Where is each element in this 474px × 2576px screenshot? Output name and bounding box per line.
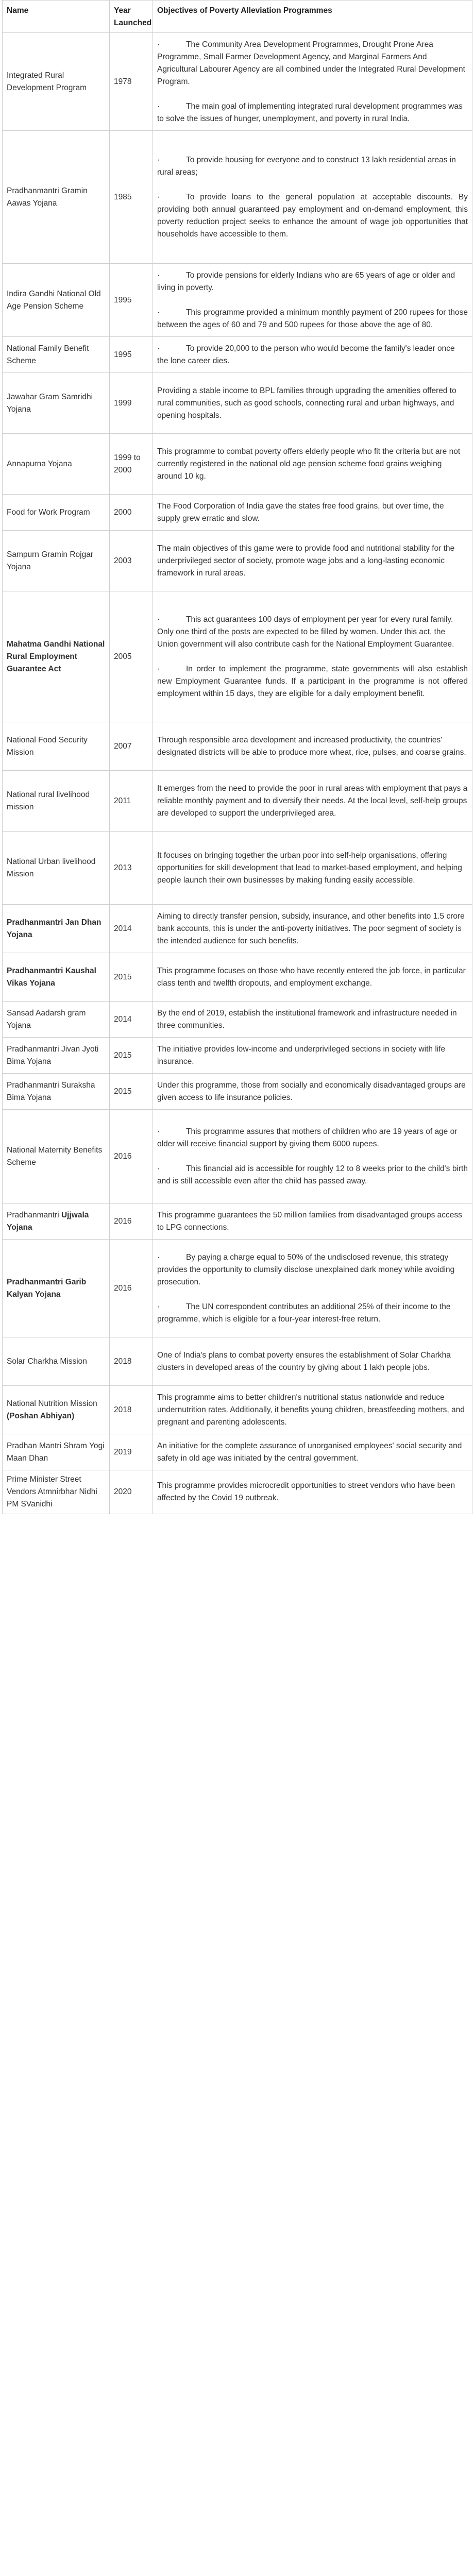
bullet-icon: ·: [157, 1302, 160, 1311]
year-launched-cell: [110, 1470, 153, 1514]
programme-name-cell: [3, 434, 110, 495]
objectives-cell: [153, 953, 472, 1002]
objective-text: An initiative for the complete assurance of unorganised employees' social security and safety in old age was initiated by the central government.: [157, 1441, 462, 1463]
objectives-cell: [153, 905, 472, 953]
programme-name-cell: [3, 1240, 110, 1337]
year-launched-cell: [110, 832, 153, 905]
objective-text: This programme aims to better children's nutritional status nationwide and reduce undernutrition rates. Additionally, it benefits young children, breastfeeding mothers, and pregnant and parenting adolescents.: [157, 1393, 465, 1427]
year-launched-cell: [110, 264, 153, 337]
bullet-icon: ·: [157, 270, 160, 280]
table-row: [3, 373, 472, 434]
year-launched-cell: [110, 1110, 153, 1204]
bullet-icon: ·: [157, 664, 160, 673]
objective-paragraph: [157, 1079, 468, 1104]
header-name: [3, 1, 110, 33]
objective-paragraph: [157, 1209, 468, 1234]
table-row: [3, 33, 472, 131]
year-launched-text: 2011: [114, 796, 131, 805]
programme-name-cell: [3, 1074, 110, 1110]
objective-paragraph: [157, 1163, 468, 1188]
objective-paragraph: [157, 543, 468, 580]
objective-paragraph: [157, 1392, 468, 1429]
year-launched-cell: [110, 1074, 153, 1110]
objective-text: The initiative provides low-income and underprivileged sections in society with life insurance.: [157, 1044, 446, 1066]
programme-name-cell: [3, 1038, 110, 1074]
table-row: [3, 1337, 472, 1386]
year-launched-text: 2016: [114, 1151, 132, 1161]
programme-name-text: National Food Security Mission: [7, 735, 88, 757]
year-launched-text: 2000: [114, 465, 132, 474]
objective-paragraph: [157, 663, 468, 700]
objective-paragraph: [157, 307, 468, 331]
year-launched-text: 1995: [114, 350, 132, 359]
table-row: [3, 591, 472, 722]
bullet-icon: ·: [157, 615, 160, 624]
bullet-icon: ·: [157, 40, 160, 49]
objective-text: This programme provides microcredit opportunities to street vendors who have been affected by the Covid 19 outbreak.: [157, 1481, 455, 1502]
programme-name-cell: [3, 905, 110, 953]
objective-paragraph: [157, 446, 468, 483]
year-launched-cell: [110, 591, 153, 722]
bullet-icon: ·: [157, 344, 160, 353]
objectives-cell: [153, 771, 472, 832]
objective-paragraph: [157, 1007, 468, 1032]
programme-name-cell: [3, 264, 110, 337]
header-year: [110, 1, 153, 33]
year-launched-text: 2018: [114, 1405, 132, 1414]
programme-name-text: Mahatma Gandhi National Rural Employment Guarantee Act: [7, 639, 105, 673]
objective-text: In order to implement the programme, state governments will also establish new Employment Guarantee funds. If a participant in the programme is not offered employment within 15 days, they are eligible for a daily employment benefit.: [157, 664, 468, 698]
programme-name-text: Pradhanmantri Garib Kalyan Yojana: [7, 1277, 87, 1299]
objective-text: Aiming to directly transfer pension, subsidy, insurance, and other benefits into 1.5 crore bank accounts, this is under the anti-poverty initiatives. The poor segment of society is the intended audience for such benefits.: [157, 911, 465, 945]
objectives-cell: [153, 1434, 472, 1470]
objectives-cell: [153, 337, 472, 373]
header-year-text: Year Launched: [114, 6, 152, 27]
objective-text: This programme guarantees the 50 million families from disadvantaged groups access to LPG connections.: [157, 1210, 462, 1232]
programme-name-cell: [3, 33, 110, 131]
table-row: [3, 1470, 472, 1514]
objective-paragraph: [157, 385, 468, 422]
objectives-cell: [153, 832, 472, 905]
objectives-cell: [153, 1386, 472, 1434]
programme-name-cell: [3, 1434, 110, 1470]
programme-name-text: Pradhanmantri Kaushal Vikas Yojana: [7, 966, 96, 988]
table-row: [3, 771, 472, 832]
year-launched-text: 2020: [114, 1487, 132, 1496]
year-launched-text: 2015: [114, 972, 132, 981]
programme-name-cell: [3, 131, 110, 264]
objective-text: The main objectives of this game were to provide food and nutritional stability for the underprivileged sector of society, promote wage jobs and a long-lasting economic framework in rural areas.: [157, 544, 455, 578]
objective-paragraph: [157, 1480, 468, 1504]
programme-name-text: Food for Work Program: [7, 507, 90, 517]
bullet-icon: ·: [157, 1252, 160, 1262]
objectives-cell: [153, 264, 472, 337]
programme-name-text: National Urban livelihood Mission: [7, 857, 96, 878]
objective-text: By paying a charge equal to 50% of the undisclosed revenue, this strategy provides the opportunity to clumsily disclose unexplained dark money while avoiding prosecution.: [157, 1252, 455, 1286]
objectives-cell: [153, 591, 472, 722]
objective-text: This programme assures that mothers of children who are 19 years of age or older will receive financial support by giving them 6000 rupees.: [157, 1127, 458, 1148]
table-row: [3, 131, 472, 264]
programme-name-text: National Nutrition Mission: [7, 1399, 97, 1408]
objective-text: This programme to combat poverty offers elderly people who fit the criteria but are not currently registered in the national old age pension scheme food grains weighing around 10 kg.: [157, 447, 461, 481]
objectives-cell: [153, 1470, 472, 1514]
objective-text: The Food Corporation of India gave the states free food grains, but over time, the supply grew erratic and slow.: [157, 501, 444, 523]
programme-name-text: Pradhanmantri: [7, 1210, 61, 1219]
objectives-cell: [153, 131, 472, 264]
year-launched-text: 1999: [114, 398, 132, 408]
programme-name-cell: [3, 495, 110, 531]
year-launched-cell: [110, 33, 153, 131]
year-launched-cell: [110, 131, 153, 264]
objectives-cell: [153, 1002, 472, 1038]
year-launched-text: 2015: [114, 1050, 132, 1060]
header-name-text: Name: [7, 6, 29, 15]
objective-paragraph: [157, 614, 468, 651]
programme-name-text: (Poshan Abhiyan): [7, 1411, 75, 1420]
objective-paragraph: [157, 100, 468, 125]
programme-name-text: Solar Charkha Mission: [7, 1357, 87, 1366]
programme-name-text: Integrated Rural Development Program: [7, 71, 87, 92]
table-row: [3, 905, 472, 953]
programme-name-cell: [3, 832, 110, 905]
table-row: [3, 1240, 472, 1337]
year-launched-text: 2019: [114, 1447, 132, 1456]
year-launched-cell: [110, 373, 153, 434]
objective-text: It emerges from the need to provide the poor in rural areas with employment that pays a reliable monthly payment and to diversify their needs. At the local level, self-help groups are developed to support the underprivileged area.: [157, 784, 468, 818]
objective-text: The Community Area Development Programmes, Drought Prone Area Programme, Small Farmer Development Agency, and Marginal Farmers And Agricultural Labourer Agency are all combined under the Integrated Rural Development Program.: [157, 40, 465, 86]
table-row: [3, 1386, 472, 1434]
year-launched-cell: [110, 953, 153, 1002]
year-launched-cell: [110, 434, 153, 495]
programme-name-text: Pradhanmantri Gramin Aawas Yojana: [7, 186, 88, 208]
objective-text: The main goal of implementing integrated rural development programmes was to solve the issues of hunger, unemployment, and poverty in rural India.: [157, 101, 463, 123]
objectives-cell: [153, 1240, 472, 1337]
programme-name-text: Sampurn Gramin Rojgar Yojana: [7, 550, 93, 571]
objective-text: This act guarantees 100 days of employment per year for every rural family. Only one third of the posts are expected to be filled by women. Under this act, the Union government will also contribute cash for the National Employment Guarantee.: [157, 615, 454, 649]
programme-name-cell: [3, 771, 110, 832]
programme-name-text: Pradhanmantri Jan Dhan Yojana: [7, 918, 101, 939]
year-launched-text: 2000: [114, 507, 132, 517]
objective-paragraph: [157, 191, 468, 241]
objective-text: One of India's plans to combat poverty ensures the establishment of Solar Charkha clusters in developed areas of the country by giving about 1 lakh people jobs.: [157, 1350, 451, 1372]
objective-text: Under this programme, those from socially and economically disadvantaged groups are given access to life insurance policies.: [157, 1080, 466, 1102]
objective-text: Through responsible area development and increased productivity, the countries' designated districts will be able to produce more wheat, rice, pulses, and coarse grains.: [157, 735, 466, 757]
objective-paragraph: [157, 1043, 468, 1068]
year-launched-cell: [110, 531, 153, 591]
programme-name-text: Pradhanmantri Jivan Jyoti Bima Yojana: [7, 1044, 99, 1066]
objectives-cell: [153, 1204, 472, 1240]
year-launched-cell: [110, 337, 153, 373]
programme-name-text: National rural livelihood mission: [7, 790, 90, 811]
objective-paragraph: [157, 1440, 468, 1465]
year-launched-cell: [110, 905, 153, 953]
programme-name-cell: [3, 531, 110, 591]
year-launched-cell: [110, 1002, 153, 1038]
table-body: [3, 33, 472, 1514]
programme-name-cell: [3, 373, 110, 434]
year-launched-text: 2013: [114, 863, 132, 872]
year-launched-cell: [110, 722, 153, 771]
header-objectives-text: Objectives of Poverty Alleviation Programmes: [157, 6, 332, 15]
year-launched-cell: [110, 771, 153, 832]
programme-name-cell: [3, 337, 110, 373]
table-row: [3, 531, 472, 591]
objectives-cell: [153, 1074, 472, 1110]
programme-name-text: Ujjwala Yojana: [7, 1210, 89, 1232]
bullet-icon: ·: [157, 1164, 160, 1173]
objective-paragraph: [157, 910, 468, 947]
objectives-cell: [153, 33, 472, 131]
year-launched-text: 2014: [114, 924, 132, 933]
table-row: [3, 264, 472, 337]
year-launched-text: 1995: [114, 295, 132, 304]
programme-name-cell: [3, 1110, 110, 1204]
year-launched-text: 2007: [114, 741, 132, 751]
year-launched-cell: [110, 1386, 153, 1434]
year-launched-text: 1985: [114, 192, 132, 201]
objective-paragraph: [157, 734, 468, 759]
objective-paragraph: [157, 1301, 468, 1326]
table-row: [3, 1110, 472, 1204]
objective-paragraph: [157, 500, 468, 525]
year-launched-cell: [110, 1240, 153, 1337]
objectives-cell: [153, 1038, 472, 1074]
programme-name-text: Prime Minister Street Vendors Atmnirbhar Nidhi PM SVanidhi: [7, 1475, 97, 1509]
programme-name-cell: [3, 953, 110, 1002]
objective-paragraph: [157, 269, 468, 294]
objective-text: To provide loans to the general population at acceptable discounts. By providing both annual guaranteed pay employment and on-demand employment, this poverty reduction project seeks to enhance the amount of wage job opportunities that households have accessible to them.: [157, 192, 468, 239]
table-row: [3, 434, 472, 495]
objectives-cell: [153, 1337, 472, 1386]
programme-name-text: Annapurna Yojana: [7, 459, 72, 468]
year-launched-cell: [110, 1337, 153, 1386]
table-row: [3, 1038, 472, 1074]
bullet-icon: ·: [157, 1127, 160, 1136]
objectives-cell: [153, 495, 472, 531]
programme-name-text: National Maternity Benefits Scheme: [7, 1145, 103, 1167]
programme-name-cell: [3, 1470, 110, 1514]
programme-name-text: Pradhan Mantri Shram Yogi Maan Dhan: [7, 1441, 105, 1463]
header-objectives: [153, 1, 472, 33]
year-launched-text: 1999 to: [114, 453, 141, 462]
objective-text: It focuses on bringing together the urban poor into self-help organisations, offering opportunities for skill development that lead to market-based employment, and helping people launch their own businesses by making funding easily accessible.: [157, 851, 462, 885]
year-launched-text: 2015: [114, 1087, 132, 1096]
year-launched-text: 2016: [114, 1283, 132, 1293]
objective-text: To provide 20,000 to the person who would become the family's leader once the lone career dies.: [157, 344, 455, 365]
poverty-programmes-table: [2, 0, 472, 1514]
objective-text: By the end of 2019, establish the institutional framework and infrastructure needed in three communities.: [157, 1008, 457, 1030]
table-row: [3, 1074, 472, 1110]
objective-paragraph: [157, 783, 468, 820]
objective-paragraph: [157, 154, 468, 179]
table-row: [3, 722, 472, 771]
objective-text: The UN correspondent contributes an additional 25% of their income to the programme, which is eligible for a four-year interest-free return.: [157, 1302, 451, 1324]
year-launched-text: 2014: [114, 1014, 132, 1024]
year-launched-cell: [110, 495, 153, 531]
bullet-icon: ·: [157, 101, 160, 111]
year-launched-text: 2003: [114, 556, 132, 565]
table-row: [3, 495, 472, 531]
objective-text: This financial aid is accessible for roughly 12 to 8 weeks prior to the child's birth and is still accessible even after the child has passed away.: [157, 1164, 468, 1185]
programme-name-cell: [3, 591, 110, 722]
objectives-cell: [153, 722, 472, 771]
year-launched-cell: [110, 1038, 153, 1074]
table-row: [3, 1204, 472, 1240]
objective-paragraph: [157, 1251, 468, 1289]
year-launched-text: 2018: [114, 1357, 132, 1366]
objectives-cell: [153, 434, 472, 495]
year-launched-cell: [110, 1434, 153, 1470]
programme-name-cell: [3, 1204, 110, 1240]
objectives-cell: [153, 373, 472, 434]
table-row: [3, 832, 472, 905]
programme-name-text: Sansad Aadarsh gram Yojana: [7, 1008, 86, 1030]
bullet-icon: ·: [157, 192, 160, 201]
programme-name-cell: [3, 1002, 110, 1038]
table-header-row: [3, 1, 472, 33]
objective-text: This programme provided a minimum monthly payment of 200 rupees for those between the ages of 60 and 79 and 500 rupees for those above the age of 80.: [157, 308, 468, 329]
year-launched-text: 2016: [114, 1216, 132, 1226]
programme-name-text: Jawahar Gram Samridhi Yojana: [7, 392, 93, 414]
bullet-icon: ·: [157, 308, 160, 317]
objective-paragraph: [157, 850, 468, 887]
programme-name-text: Indira Gandhi National Old Age Pension Scheme: [7, 289, 101, 311]
programme-name-cell: [3, 722, 110, 771]
table-row: [3, 1434, 472, 1470]
objectives-cell: [153, 1110, 472, 1204]
programme-name-cell: [3, 1337, 110, 1386]
objective-paragraph: [157, 1349, 468, 1374]
objective-paragraph: [157, 39, 468, 88]
year-launched-cell: [110, 1204, 153, 1240]
table-row: [3, 953, 472, 1002]
table-row: [3, 337, 472, 373]
objective-text: To provide pensions for elderly Indians who are 65 years of age or older and living in poverty.: [157, 270, 455, 292]
year-launched-text: 1978: [114, 77, 132, 86]
objectives-cell: [153, 531, 472, 591]
objective-text: This programme focuses on those who have recently entered the job force, in particular class tenth and twelfth dropouts, and employment exchange.: [157, 966, 466, 988]
objective-text: Providing a stable income to BPL families through upgrading the amenities offered to rural communities, such as good schools, connecting rural and urban highways, and opening hospitals.: [157, 386, 456, 420]
objective-paragraph: [157, 343, 468, 367]
objective-paragraph: [157, 965, 468, 990]
year-launched-text: 2005: [114, 652, 132, 661]
bullet-icon: ·: [157, 155, 160, 164]
objective-paragraph: [157, 1126, 468, 1150]
objective-text: To provide housing for everyone and to construct 13 lakh residential areas in rural areas;: [157, 155, 456, 177]
programme-name-cell: [3, 1386, 110, 1434]
programme-name-text: National Family Benefit Scheme: [7, 344, 89, 365]
programme-name-text: Pradhanmantri Suraksha Bima Yojana: [7, 1080, 95, 1102]
table-row: [3, 1002, 472, 1038]
